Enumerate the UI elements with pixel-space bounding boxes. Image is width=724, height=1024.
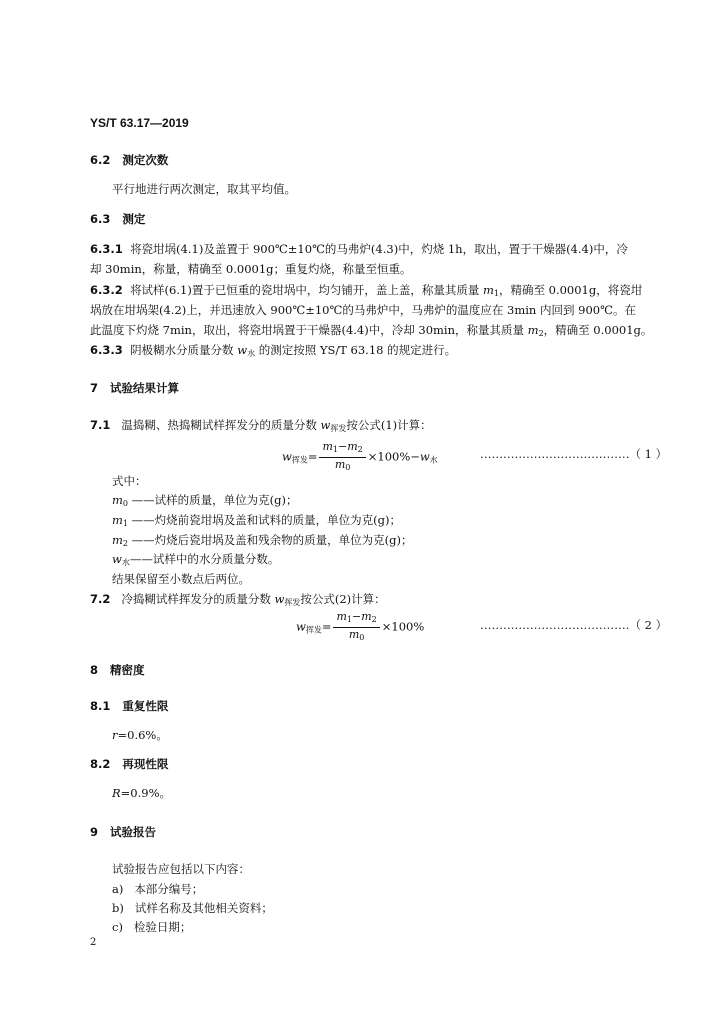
symbol-subscript: 1 [122, 519, 128, 528]
section-7-heading [90, 380, 179, 396]
definition-text: ——灼烧后瓷坩埚及盖和残余物的质量，单位为克(g)； [131, 533, 413, 547]
formula-equals: = [321, 619, 332, 634]
definition-symbol: m [112, 513, 123, 527]
paragraph-text: 冷捣糊试样挥发分的质量分数 [121, 592, 275, 606]
definition-text: ——试样中的水分质量分数。 [129, 552, 280, 566]
paragraph-text: ，精确至 0.0001g。 [543, 323, 653, 337]
paragraph-text: 将瓷坩埚(4.1)及盖置于 900℃±10℃的马弗炉(4.3)中，灼烧 1h，取出，置于干燥器(4.4)中，冷 [130, 242, 628, 256]
list-item [112, 899, 273, 918]
fraction-numerator [333, 610, 379, 628]
limit-value: =0.9%。 [120, 786, 172, 800]
paragraph-text: 按公式(2)计算： [300, 592, 386, 606]
list-item-label: b) [112, 901, 124, 915]
section-7-1-line [90, 416, 432, 438]
section-number: 6.2 [90, 153, 111, 167]
symbol-subscript: 挥发 [284, 598, 301, 607]
section-number: 7 [90, 381, 99, 395]
section-number: 7.1 [90, 418, 111, 432]
symbol-w: w [237, 343, 248, 357]
section-8-2-heading [90, 756, 168, 772]
formula-tail: ×100% [381, 619, 425, 634]
section-6-3-2-line3 [90, 321, 652, 343]
formula-subscript: 0 [345, 463, 351, 472]
section-number: 8 [90, 663, 99, 677]
list-item-text: 本部分编号； [134, 882, 204, 896]
paragraph-text: 此温度下灼烧 7min，取出，将瓷坩埚置于干燥器(4.4)中，冷却 30min，称量其质量 [90, 323, 528, 337]
formula-var: m [336, 610, 347, 623]
list-item-text: 检验日期； [133, 920, 192, 934]
section-8-1-heading [90, 698, 168, 714]
section-6-3-1-line2: 却 30min，称量，精确至 0.0001g；重复灼烧，称量至恒重。 [90, 262, 412, 276]
paragraph-text: ，精确至 0.0001g，将瓷坩 [498, 283, 643, 297]
formula-operator: − [352, 610, 362, 623]
symbol-subscript: 水 [247, 349, 256, 358]
formula-equals: = [307, 449, 318, 464]
symbol-m2: m [527, 323, 539, 337]
definition-symbol: m [112, 493, 123, 507]
formula-var: m [334, 458, 346, 471]
symbol-R: R [112, 786, 121, 800]
repeatability-value [112, 726, 168, 745]
section-title: 测定次数 [122, 153, 169, 167]
section-6-2-text: 平行地进行两次测定，取其平均值。 [112, 182, 296, 196]
formula-2 [296, 610, 424, 645]
fraction-denominator [333, 628, 379, 645]
list-item [112, 918, 191, 937]
paragraph-text: 阴极糊水分质量分数 [130, 343, 238, 357]
section-title: 试验结果计算 [110, 381, 180, 395]
formula-lhs: w [282, 449, 292, 464]
symbol-subscript: 挥发 [330, 424, 347, 433]
paragraph-text: 按公式(1)计算： [346, 418, 432, 432]
paragraph-text: 温捣糊、热捣糊试样挥发分的质量分数 [121, 418, 321, 432]
section-number: 9 [90, 825, 99, 839]
section-title: 重复性限 [122, 699, 169, 713]
section-6-3-3-line [90, 341, 456, 363]
definition-text: ——试样的质量，单位为克(g)； [131, 493, 298, 507]
paragraph-text: 将试样(6.1)置于已恒重的瓷坩埚中，均匀铺开，盖上盖，称量其质量 [130, 283, 483, 297]
definition-item [112, 491, 298, 513]
equation-number-2: …………………………………（ 2 ） [480, 618, 668, 632]
definition-item [112, 511, 401, 533]
formula-subscript: 水 [429, 455, 438, 465]
section-number: 6.3.2 [90, 283, 123, 297]
section-9-heading [90, 824, 156, 840]
section-number: 6.3 [90, 212, 111, 226]
section-6-2-heading [90, 152, 168, 168]
formula-tail: ×100%− [367, 449, 420, 464]
definition-symbol: w [112, 552, 122, 566]
list-item [112, 880, 203, 899]
result-note: 结果保留至小数点后两位。 [112, 572, 250, 586]
formula-subscript: 0 [359, 633, 365, 642]
list-item-text: 试样名称及其他相关资料； [134, 901, 273, 915]
symbol-w: w [274, 592, 285, 606]
section-title: 精密度 [110, 663, 145, 677]
section-6-3-2-line1 [90, 281, 642, 303]
where-label: 式中： [112, 474, 147, 488]
section-title: 试验报告 [110, 825, 157, 839]
formula-var: m [361, 610, 372, 623]
reproducibility-value [112, 784, 171, 803]
formula-subscript: 1 [346, 615, 353, 624]
symbol-m1: m [482, 283, 494, 297]
section-title: 再现性限 [122, 757, 169, 771]
formula-var: w [419, 449, 430, 464]
formula-1 [282, 440, 438, 475]
symbol-subscript: 2 [538, 329, 544, 338]
formula-lhs: w [296, 619, 306, 634]
section-number: 8.2 [90, 757, 111, 771]
section-number: 7.2 [90, 592, 111, 606]
formula-fraction [333, 610, 379, 645]
formula-var: m [348, 628, 360, 641]
formula-subscript: 挥发 [291, 455, 308, 465]
paragraph-text: 的测定按照 YS/T 63.18 的规定进行。 [255, 343, 457, 357]
formula-var: m [322, 440, 333, 453]
section-number: 6.3.1 [90, 242, 123, 256]
section-6-3-1-line1 [90, 240, 628, 259]
formula-subscript: 2 [371, 615, 377, 624]
formula-var: m [347, 440, 358, 453]
section-8-heading [90, 662, 145, 678]
equation-number-1: …………………………………（ 1 ） [480, 447, 668, 461]
limit-value: =0.6%。 [117, 728, 168, 742]
symbol-subscript: 1 [493, 289, 499, 298]
definition-text: ——灼烧前瓷坩埚及盖和试料的质量，单位为克(g)； [131, 513, 401, 527]
symbol-subscript: 水 [121, 558, 130, 567]
symbol-subscript: 2 [122, 539, 128, 548]
formula-subscript: 1 [332, 445, 339, 454]
fraction-denominator [319, 458, 365, 475]
section-7-2-line [90, 590, 386, 612]
report-intro: 试验报告应包括以下内容： [112, 862, 250, 876]
formula-subscript: 挥发 [305, 625, 322, 635]
symbol-w: w [320, 418, 331, 432]
fraction-numerator [319, 440, 365, 458]
section-number: 8.1 [90, 699, 111, 713]
list-item-label: c) [112, 920, 123, 934]
list-item-label: a) [112, 882, 124, 896]
formula-subscript: 2 [357, 445, 363, 454]
definition-item [112, 550, 279, 572]
section-number: 6.3.3 [90, 343, 123, 357]
section-6-3-heading [90, 211, 145, 227]
formula-operator: − [338, 440, 348, 453]
symbol-subscript: 0 [122, 499, 128, 508]
standard-number-header: YS/T 63.17—2019 [90, 116, 189, 130]
symbol-r: r [112, 728, 118, 742]
section-6-3-2-line2: 埚放在坩埚架(4.2)上，并迅速放入 900℃±10℃的马弗炉中，马弗炉的温度应在 3min 内回到 900℃。在 [90, 303, 636, 317]
page-number: 2 [90, 937, 97, 948]
definition-symbol: m [112, 533, 123, 547]
formula-fraction [319, 440, 365, 475]
section-title: 测定 [122, 212, 146, 226]
